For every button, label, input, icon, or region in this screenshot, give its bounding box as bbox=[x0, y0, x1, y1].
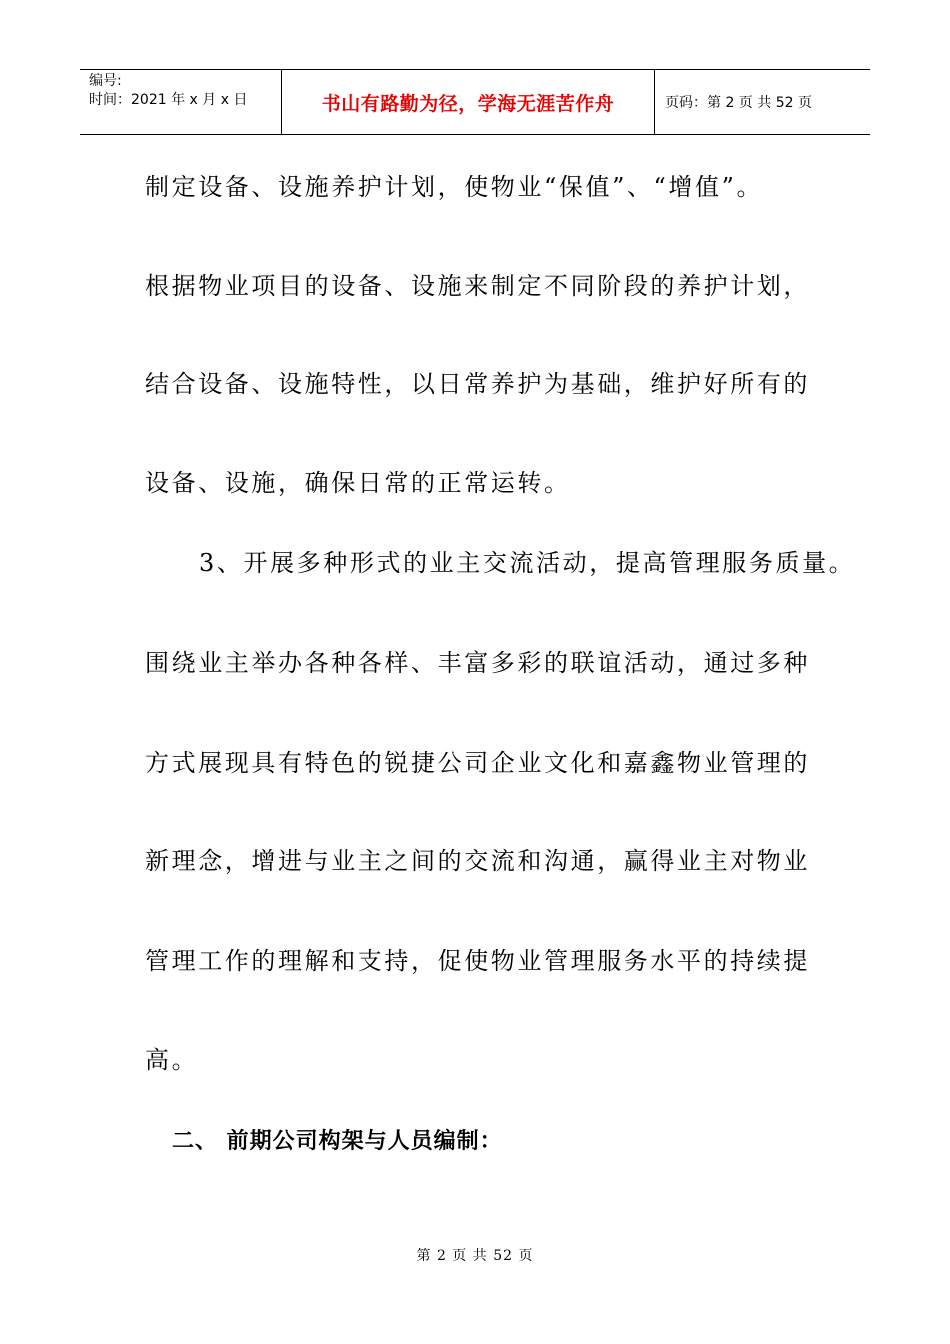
motto-text: 书山有路勤为径，学海无涯苦作舟 bbox=[321, 92, 615, 115]
section-heading: 二、 前期公司构架与人员编制： bbox=[172, 1129, 503, 1154]
header-meta-cell bbox=[80, 70, 282, 134]
page-footer: 第 2 页 共 52 页 bbox=[416, 1248, 534, 1264]
body-line: 制定设备、设施养护计划，使物业“保值”、“增值”。 bbox=[145, 173, 764, 201]
header-page-cell bbox=[655, 70, 870, 134]
header-motto-cell bbox=[282, 70, 655, 134]
serial-number-label: 编号: bbox=[89, 73, 122, 89]
body-line: 结合设备、设施特性，以日常养护为基础，维护好所有的 bbox=[145, 370, 810, 398]
body-line: 高。 bbox=[145, 1046, 199, 1074]
body-line: 设备、设施，确保日常的正常运转。 bbox=[145, 469, 571, 497]
date-label: 时间：2021 年 x 月 x 日 bbox=[89, 92, 248, 108]
body-line: 管理工作的理解和支持，促使物业管理服务水平的持续提 bbox=[145, 947, 810, 975]
body-line-indented: 3、开展多种形式的业主交流活动，提高管理服务质量。 bbox=[199, 549, 856, 577]
body-line: 方式展现具有特色的锐捷公司企业文化和嘉鑫物业管理的 bbox=[145, 749, 810, 777]
page-code: 页码：第 2 页 共 52 页 bbox=[665, 95, 812, 111]
body-line: 围绕业主举办各种各样、丰富多彩的联谊活动，通过多种 bbox=[145, 649, 810, 677]
body-line: 根据物业项目的设备、设施来制定不同阶段的养护计划， bbox=[145, 272, 810, 300]
body-line: 新理念，增进与业主之间的交流和沟通，赢得业主对物业 bbox=[145, 847, 810, 875]
page-header bbox=[80, 69, 870, 135]
